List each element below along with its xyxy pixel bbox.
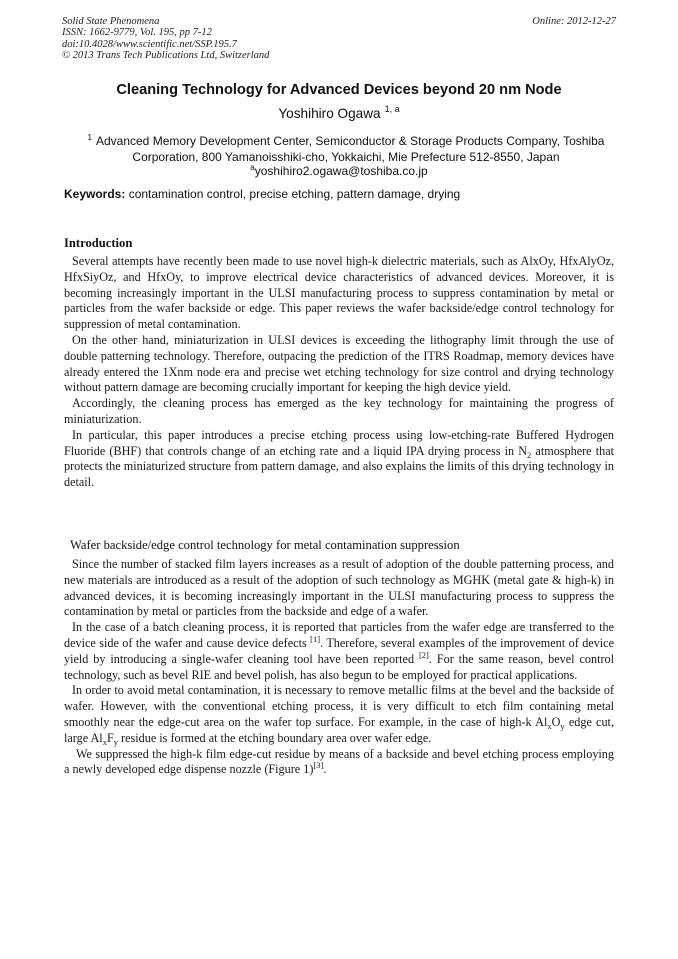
email-line [0, 163, 678, 178]
journal-doi: doi:10.4028/www.scientific.net/SSP.195.7 [62, 38, 237, 50]
introduction-body [64, 254, 614, 491]
intro-paragraph-4: In particular, this paper introduces a precise etching process using low-etching-rate Buffered Hydrogen Fluoride (BHF) that controls change of an etching rate and a liquid IPA drying process in $N_2$ atmosphere that protects the miniaturized structure from pattern damage, and also explains the limits of this drying technology in detail. [64, 427, 614, 490]
journal-name: Solid State Phenomena [62, 16, 160, 27]
affiliation-text: Advanced Memory Development Center, Semiconductor & Storage Products Company, Toshiba Corporation, 800 Yamanoisshiki-cho, Yokkaichi, Mie Prefecture 512-8550, Japan [95, 134, 605, 164]
section2-body [64, 557, 614, 778]
keywords-label: Keywords: [64, 187, 126, 201]
keywords-text: contamination control, precise etching, pattern damage, drying [125, 187, 461, 201]
online-date: Online: 2012-12-27 [532, 16, 616, 27]
sec2-paragraph-1: Since the number of stacked film layers increases as a result of adoption of the double patterning process, and new materials are introduced as a result of the adoption of such technology as MGHK (metal gate & high-k) in advanced devices, it is becoming increasingly important in the ULSI manufacturing process to suppress the contamination by metal or particles from the backside and edge of a wafer. [64, 557, 614, 619]
journal-copyright: © 2013 Trans Tech Publications Ltd, Switzerland [62, 50, 270, 62]
email-mark: a [250, 163, 255, 172]
keywords [64, 187, 460, 201]
author-line [0, 104, 678, 121]
journal-issn: ISSN: 1662-9779, Vol. 195, pp 7-12 [62, 27, 212, 39]
sec2-paragraph-3: In order to avoid metal contamination, it is necessary to remove metallic films at the bevel and the backside of wafer. However, with the conventional etching process, it is very difficult to etch film containing metal smoothly near the edge-cut area on the wafer top surface. For example, in the case of high-k $Al_xO_y$ edge cut, large $Al_xF_y$ residue is formed at the etching boundary area over wafer edge. [64, 683, 614, 747]
journal-header [62, 16, 269, 62]
affiliation-mark: 1 [87, 133, 92, 142]
introduction-heading: Introduction [64, 236, 133, 250]
author-marks: 1, a [384, 104, 400, 114]
intro-paragraph-3: Accordingly, the cleaning process has emerged as the key technology for maintaining the progress of miniaturization. [64, 396, 614, 426]
sec2-paragraph-2: In the case of a batch cleaning process, it is reported that particles from the wafer edge are transferred to the device side of the wafer and cause device defects [1]. Therefore, several examples of the improvement of device yield by introducing a single-wafer cleaning tool have been reported [2]. For the same reason, bevel control technology, such as bevel RIE and bevel polish, has also begun to be employed for practical applications. [64, 620, 614, 682]
citation-3[interactable]: [3] [313, 760, 324, 771]
paper-title: Cleaning Technology for Advanced Devices beyond 20 nm Node [116, 82, 562, 98]
email-address[interactable]: yoshihiro2.ogawa@toshiba.co.jp [254, 164, 428, 178]
sec2-paragraph-4: We suppressed the high-k film edge-cut residue by means of a backside and bevel etching process employing a newly developed edge dispense nozzle (Figure 1)[3]. [64, 746, 614, 777]
intro-paragraph-2: On the other hand, miniaturization in ULSI devices is exceeding the lithography limit through the use of double patterning technology. Therefore, outpacing the prediction of the ITRS Roadmap, memory devices have already entered the 1Xnm node era and precise wet etching technology for size control and drying technology without pattern damage are becoming crucially important for keeping the high device yield. [64, 332, 614, 395]
affiliation [66, 130, 626, 166]
section2-heading: Wafer backside/edge control technology for metal contamination suppression [70, 538, 460, 552]
intro-paragraph-1: Several attempts have recently been made to use novel high-k dielectric materials, such as AlxOy, HfxAlyOz, HfxSiyOz, and HfxOy, to improve electrical device characteristics of advanced devices. Moreover, it is becoming increasingly important in the ULSI manufacturing process to suppress contamination by metal or particles from the wafer backside or edge. This paper reviews the wafer backside/edge control technology for suppression of metal contamination. [64, 254, 614, 332]
author-name: Yoshihiro Ogawa [278, 106, 381, 121]
citation-1[interactable]: [1] [310, 633, 321, 644]
citation-2[interactable]: [2] [418, 649, 429, 660]
